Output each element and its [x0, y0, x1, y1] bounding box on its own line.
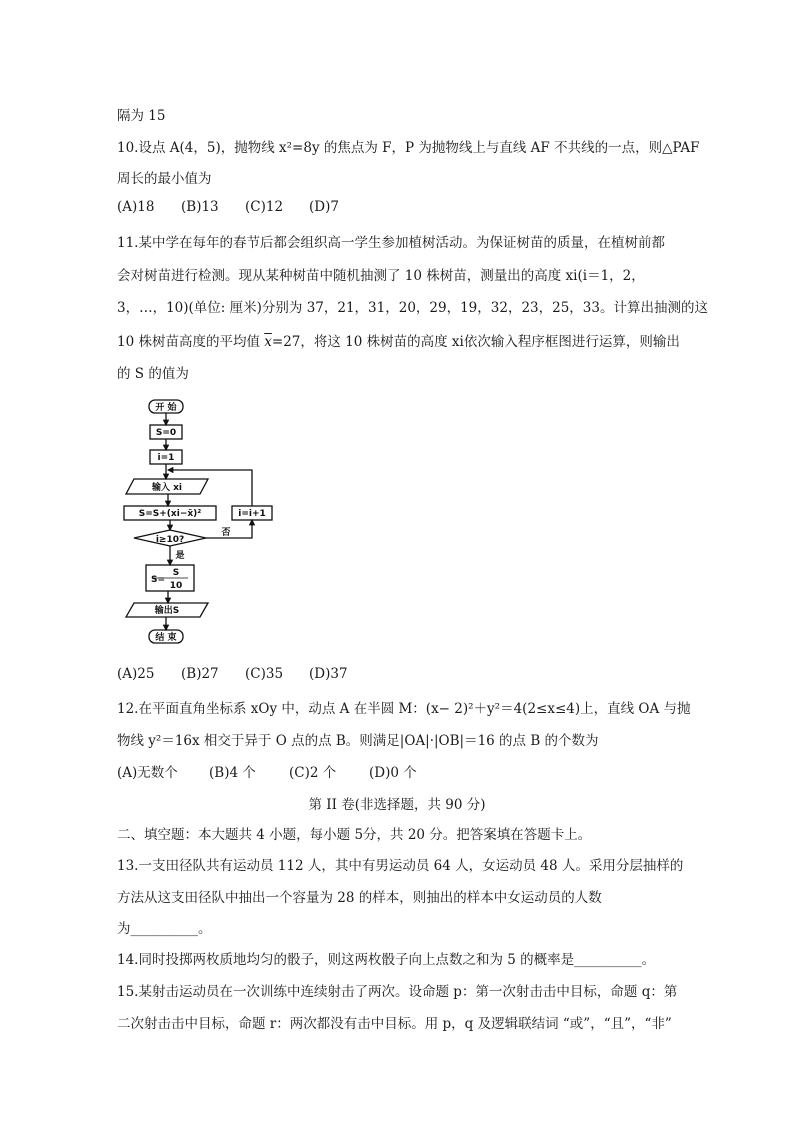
part2-title: 第 II 卷(非选择题，共 90 分) — [308, 797, 486, 813]
q12-option-d: (D)0 个 — [369, 765, 417, 781]
q10-line2: 周长的最小值为 — [117, 171, 212, 187]
input-label: 输入 xi — [151, 483, 183, 493]
q12-line1: 12.在平面直角坐标系 xOy 中，动点 A 在半圆 M：(x− 2)²＋y²＝4(2≤x≤4)上，直线 OA 与抛 — [117, 701, 691, 717]
accumulate-label: S=S+(xi−x̄)² — [138, 509, 202, 519]
condition-label: i≥10? — [155, 535, 185, 545]
q10-line1: 10.设点 A(4，5)，抛物线 x²=8y 的焦点为 F，P 为抛物线上与直线 AF 不共线的一点，则△PAF — [117, 140, 700, 156]
end-label: 结 束 — [155, 633, 177, 643]
q12-option-c: (C)2 个 — [289, 765, 337, 781]
q11-line4-a: 10 株树苗高度的平均值 — [117, 334, 265, 350]
no-label: 否 — [221, 528, 231, 538]
q12-option-a: (A)无数个 — [117, 765, 178, 781]
q11-line4-b: =27，将这 10 株树苗的高度 xi依次输入程序框图进行运算，则输出 — [271, 334, 680, 350]
init-i-label: i=1 — [157, 453, 175, 463]
q10-option-a: (A)18 — [117, 199, 155, 215]
compute-lhs: S= — [150, 575, 166, 585]
section2-heading: 二、填空题：本大题共 4 小题，每小题 5分，共 20 分。把答案填在答题卡上。 — [117, 827, 592, 843]
compute-denominator: 10 — [169, 581, 183, 591]
q10-option-c: (C)12 — [245, 199, 284, 215]
q9-tail: 隔为 15 — [117, 108, 166, 124]
mean-symbol: $\overline{x}$ — [264, 334, 272, 350]
q11-option-d: (D)37 — [309, 666, 348, 682]
q14-line: 14.同时投掷两枚质地均匀的骰子，则这两枚骰子向上点数之和为 5 的概率是__________。 — [117, 952, 656, 968]
q13-line2: 方法从这支田径队中抽出一个容量为 28 的样本，则抽出的样本中女运动员的人数 — [117, 890, 602, 906]
q11-line1: 11.某中学在每年的春节后都会组织高一学生参加植树活动。为保证树苗的质量，在植树前都 — [117, 235, 665, 251]
q12-options — [117, 761, 417, 781]
q13-line1: 13.一支田径队共有运动员 112 人，其中有男运动员 64 人，女运动员 48 人。采用分层抽样的 — [117, 858, 684, 874]
init-s-label: S=0 — [155, 428, 177, 438]
start-label: 开 始 — [155, 403, 177, 413]
q12-line2: 物线 y²＝16x 相交于异于 O 点的点 B。则满足|OA|·|OB|＝16 的点 B 的个数为 — [117, 733, 599, 749]
q10-option-b: (B)13 — [181, 199, 219, 215]
q15-line1: 15.某射击运动员在一次训练中连续射击了两次。设命题 p：第一次射击击中目标，命题 q：第 — [117, 984, 678, 1000]
q15-line2: 二次射击击中目标，命题 r：两次都没有击中目标。用 p，q 及逻辑联结词 “或”，“且”，“非” — [117, 1016, 672, 1032]
q10-options — [117, 199, 339, 215]
q11-option-a: (A)25 — [117, 666, 155, 682]
output-label: 输出S — [154, 606, 180, 616]
q11-line3: 3，…，10)(单位: 厘米)分别为 37，21，31，20，29，19，32，23，25，33。计算出抽测的这 — [117, 300, 708, 316]
q12-option-b: (B)4 个 — [209, 765, 256, 781]
q11-line4 — [117, 330, 680, 350]
compute-numerator: S — [172, 568, 180, 578]
increment-label: i=i+1 — [238, 509, 266, 519]
q11-line5: 的 S 的值为 — [117, 366, 189, 382]
q11-option-b: (B)27 — [181, 666, 219, 682]
q13-line3: 为__________。 — [117, 921, 212, 937]
program-flowchart — [112, 390, 288, 652]
q11-option-c: (C)35 — [245, 666, 284, 682]
q11-line2: 会对树苗进行检测。现从某种树苗中随机抽测了 10 株树苗，测量出的高度 xi(i＝1，2， — [117, 268, 645, 284]
q10-option-d: (D)7 — [309, 199, 339, 215]
q11-options — [117, 666, 348, 682]
yes-label: 是 — [175, 551, 185, 561]
